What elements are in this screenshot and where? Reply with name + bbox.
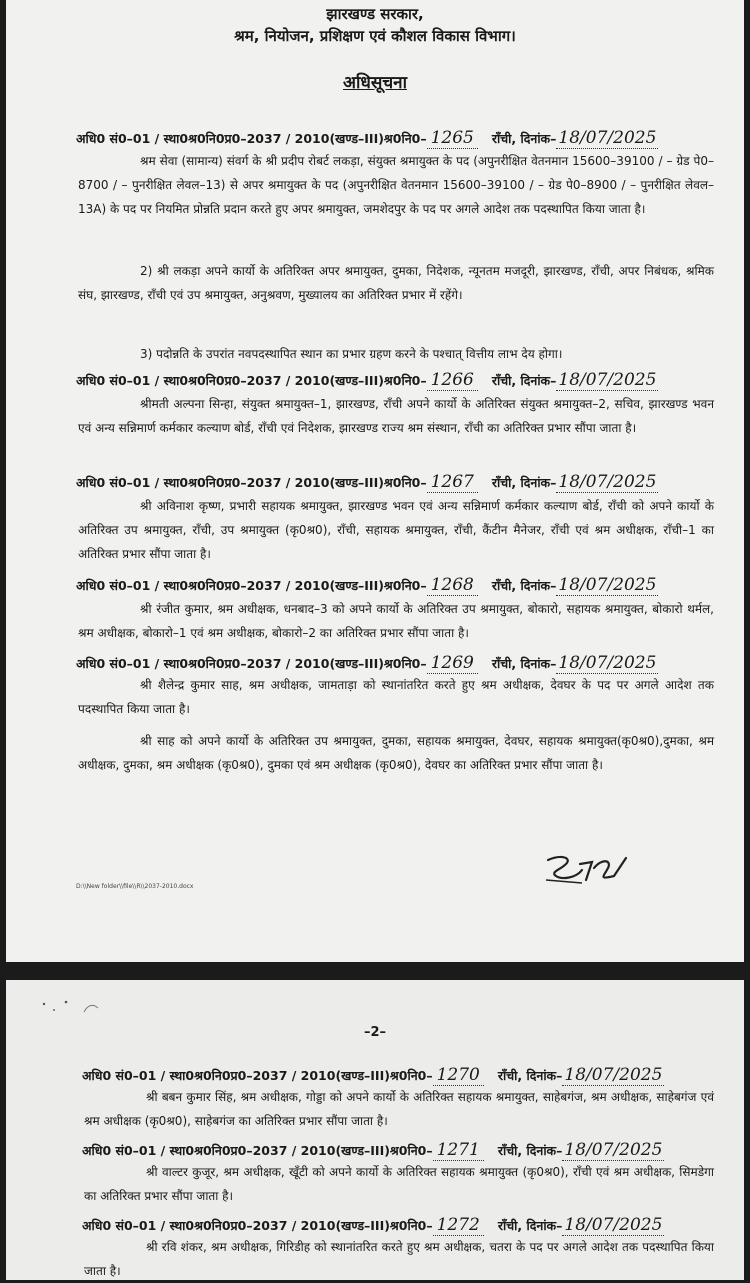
order-ref: अधि0 सं0–01 / स्था0श्र0नि0प्र0–2037 / 2010(खण्ड–III)श्र0नि0–	[76, 475, 427, 490]
order-reference-line	[76, 472, 730, 492]
document-page-1	[6, 0, 744, 962]
order-paragraph: श्री रवि शंकर, श्रम अधीक्षक, गिरिडीह को स्थानांतरित करते हुए श्रम अधीक्षक, चतरा के पद पर अगले आदेश तक पदस्थापित किया जाता है।	[84, 1240, 714, 1278]
order-number: 1268	[427, 575, 478, 596]
order-place-date-label: राँची, दिनांक–	[491, 656, 557, 671]
order-number: 1266	[427, 370, 478, 391]
order-paragraph: श्री बबन कुमार सिंह, श्रम अधीक्षक, गोड्डा को अपने कार्यो के अतिरिक्त सहायक श्रमायुक्त, साहेबगंज, श्रम अधीक्षक, साहेबगंज एवं श्रम अधीक्षक (कृ0श्र0), साहेबगंज का अतिरिक्त प्रभार सौंपा जाता है।	[84, 1090, 714, 1128]
order-paragraph: श्री रंजीत कुमार, श्रम अधीक्षक, धनबाद–3 को अपने कार्यो के अतिरिक्त उप श्रमायुक्त, बोकारो, सहायक श्रमायुक्त, बोकारो थर्मल, श्रम अधीक्षक, बोकारो–1 एवं श्रम अधीक्षक, बोकारो–2 का अतिरिक्त प्रभार सौंपा जाता है।	[78, 602, 714, 640]
order-ref: अधि0 सं0–01 / स्था0श्र0नि0प्र0–2037 / 2010(खण्ड–III)श्र0नि0–	[76, 373, 427, 388]
order-paragraph: श्री वाल्टर कुजूर, श्रम अधीक्षक, खूँटी को अपने कार्यो के अतिरिक्त सहायक श्रमायुक्त (कृ0श्र0), राँची एवं श्रम अधीक्षक, सिमडेगा का अतिरिक्त प्रभार सौंपा जाता है।	[84, 1165, 714, 1203]
order-ref: अधि0 सं0–01 / स्था0श्र0नि0प्र0–2037 / 2010(खण्ड–III)श्र0नि0–	[82, 1143, 433, 1158]
order-reference-line	[82, 1215, 730, 1235]
order-date: 18/07/2025	[558, 575, 657, 595]
order-date: 18/07/2025	[564, 1215, 663, 1235]
order-reference-line	[76, 128, 730, 148]
order-date: 18/07/2025	[558, 472, 657, 492]
order-place-date-label: राँची, दिनांक–	[491, 131, 557, 146]
order-place-date-label: राँची, दिनांक–	[497, 1143, 563, 1158]
order-reference-line	[82, 1065, 730, 1085]
order-paragraph: श्री शैलेन्द्र कुमार साह, श्रम अधीक्षक, जामताड़ा को स्थानांतरित करते हुए श्रम अधीक्षक, देवघर के पद पर अगले आदेश तक पदस्थापित किया जाता है।	[78, 678, 714, 716]
order-paragraph: श्रीमती अल्पना सिन्हा, संयुक्त श्रमायुक्त–1, झारखण्ड, राँची अपने कार्यो के अतिरिक्त संयुक्त श्रमायुक्त–2, सचिव, झारखण्ड भवन एवं अन्य सन्निमार्ण कर्मकार कल्याण बोर्ड, राँची एवं निदेशक, झारखण्ड राज्य श्रम संस्थान, राँची का अतिरिक्त प्रभार सौंपा जाता है।	[78, 397, 714, 435]
order-ref: अधि0 सं0–01 / स्था0श्र0नि0प्र0–2037 / 2010(खण्ड–III)श्र0नि0–	[82, 1218, 433, 1233]
order-date: 18/07/2025	[564, 1140, 663, 1160]
order-reference-line	[82, 1140, 730, 1160]
order-date: 18/07/2025	[558, 370, 657, 390]
order-place-date-label: राँची, दिनांक–	[497, 1068, 563, 1083]
department-header-line1: झारखण्ड सरकार,	[326, 5, 424, 23]
order-paragraph: 2) श्री लकड़ा अपने कार्यो के अतिरिक्त अपर श्रमायुक्त, दुमका, निदेशक, न्यूनतम मजदूरी, झारखण्ड, राँची, अपर निबंधक, श्रमिक संघ, झारखण्ड, राँची एवं उप श्रमायुक्त, अनुश्रवण, मुख्यालय का अतिरिक्त प्रभार में रहेंगे।	[78, 264, 714, 302]
order-paragraph: 3) पदोन्नति के उपरांत नवपदस्थापित स्थान का प्रभार ग्रहण करने के पश्चात् वित्तीय लाभ देय होगा।	[140, 347, 563, 361]
department-header-line2: श्रम, नियोजन, प्रशिक्षण एवं कौशल विकास विभाग।	[234, 27, 516, 45]
notification-title: अधिसूचना	[343, 73, 407, 93]
order-number: 1265	[427, 128, 478, 149]
order-paragraph: श्रम सेवा (सामान्य) संवर्ग के श्री प्रदीप रोबर्ट लकड़ा, संयुक्त श्रमायुक्त के पद (अपुनरीक्षित वेतनमान 15600–39100 / – ग्रेड पे0–8700 / – पुनरीक्षित लेवल–13) से अपर श्रमायुक्त के पद (अपुनरीक्षित वेतनमान 15600–39100 / – ग्रेड पे0–8900 / – पुनरीक्षित लेवल–13A) के पद पर नियमित प्रोन्नति प्रदान करते हुए अपर श्रमायुक्त, जमशेदपुर के पद पर अगले आदेश तक पदस्थापित किया जाता है।	[78, 154, 714, 216]
file-path-footer: D:\\New folder\\file\\R\\2037-2010.docx	[76, 883, 194, 890]
order-place-date-label: राँची, दिनांक–	[497, 1218, 563, 1233]
page-number: –2–	[363, 1025, 387, 1040]
order-number: 1269	[427, 653, 478, 674]
order-ref: अधि0 सं0–01 / स्था0श्र0नि0प्र0–2037 / 2010(खण्ड–III)श्र0नि0–	[76, 131, 427, 146]
scan-marks-icon	[36, 990, 116, 1020]
order-number: 1272	[433, 1215, 484, 1236]
order-paragraph: श्री साह को अपने कार्यो के अतिरिक्त उप श्रमायुक्त, दुमका, सहायक श्रमायुक्त, देवघर, सहायक श्रमायुक्त(कृ0श्र0),दुमका, श्रम अधीक्षक, दुमका, श्रम अधीक्षक (कृ0श्र0), दुमका एवं श्रम अधीक्षक (कृ0श्र0), देवघर का अतिरिक्त प्रभार सौंपा जाता है।	[78, 734, 714, 772]
order-reference-line	[76, 370, 730, 390]
signature-icon	[542, 850, 632, 890]
order-ref: अधि0 सं0–01 / स्था0श्र0नि0प्र0–2037 / 2010(खण्ड–III)श्र0नि0–	[76, 656, 427, 671]
order-date: 18/07/2025	[558, 653, 657, 673]
order-reference-line	[76, 653, 730, 673]
order-number: 1267	[427, 472, 478, 493]
order-place-date-label: राँची, दिनांक–	[491, 475, 557, 490]
order-number: 1270	[433, 1065, 484, 1086]
order-date: 18/07/2025	[558, 128, 657, 148]
order-ref: अधि0 सं0–01 / स्था0श्र0नि0प्र0–2037 / 2010(खण्ड–III)श्र0नि0–	[76, 578, 427, 593]
order-paragraph: श्री अविनाश कृष्ण, प्रभारी सहायक श्रमायुक्त, झारखण्ड भवन एवं अन्य सन्निमार्ण कर्मकार कल्याण बोर्ड, राँची को अपने कार्यो के अतिरिक्त उप श्रमायुक्त, राँची, उप श्रमायुक्त (कृ0श्र0), राँची, सहायक श्रमायुक्त, राँची, कैंटीन मैनेजर, राँची एवं श्रम अधीक्षक, राँची–1 का अतिरिक्त प्रभार सौंपा जाता है।	[78, 499, 714, 561]
order-date: 18/07/2025	[564, 1065, 663, 1085]
order-reference-line	[76, 575, 730, 595]
order-place-date-label: राँची, दिनांक–	[491, 578, 557, 593]
order-place-date-label: राँची, दिनांक–	[491, 373, 557, 388]
order-number: 1271	[433, 1140, 484, 1161]
order-ref: अधि0 सं0–01 / स्था0श्र0नि0प्र0–2037 / 2010(खण्ड–III)श्र0नि0–	[82, 1068, 433, 1083]
document-page-2	[6, 980, 744, 1280]
